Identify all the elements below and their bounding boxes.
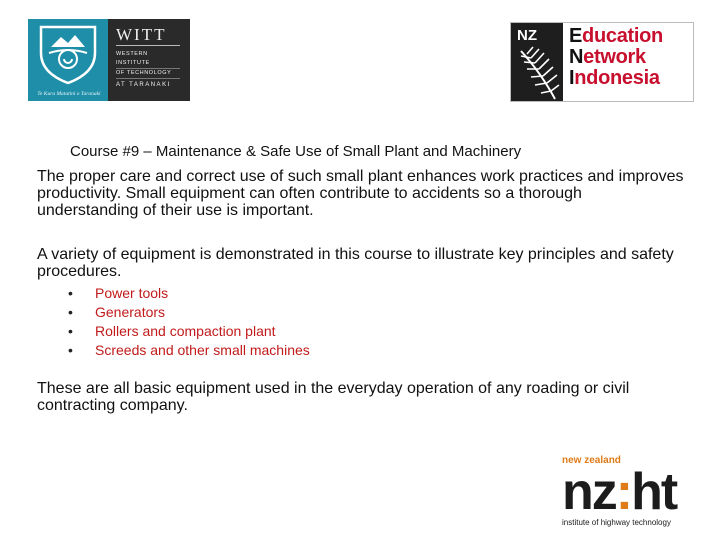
nz-line-education: Education (569, 25, 663, 47)
nziht-colon-icon: : (615, 463, 632, 521)
closing-paragraph: These are all basic equipment used in the everyday operation of any roading or civil contracting company. (37, 380, 630, 414)
bullet-icon: • (68, 285, 73, 301)
witt-subtitle-line: AT TARANAKI (116, 82, 171, 88)
bullet-icon: • (68, 342, 73, 358)
nziht-country: new zealand (562, 455, 621, 466)
nziht-fullname: institute of highway technology (562, 518, 671, 527)
nz-line-indonesia: Indonesia (569, 67, 660, 89)
witt-tagline: Te Kura Matatini o Taranaki (37, 91, 101, 97)
equipment-list (68, 284, 310, 360)
nz-logo-wordmark (563, 23, 663, 101)
witt-subtitle-line: WESTERN INSTITUTE (116, 50, 180, 69)
bullet-icon: • (68, 304, 73, 320)
nz-line-network: Network (569, 46, 646, 68)
nz-badge: NZ (517, 27, 537, 44)
list-item: • Screeds and other small machines (68, 342, 310, 358)
nz-education-network-logo (510, 22, 694, 102)
witt-name: WITT (116, 25, 180, 46)
witt-text-panel (108, 19, 190, 101)
intro-paragraph: The proper care and correct use of such small plant enhances work practices and improves productivity. Small equipment can often contribute to accidents so a thorough understanding of their use is important. (37, 168, 684, 219)
course-title: Course #9 – Maintenance & Safe Use of Small Plant and Machinery (70, 143, 522, 160)
nziht-logo (562, 455, 690, 535)
witt-subtitle-line: OF TECHNOLOGY (116, 69, 180, 79)
equipment-paragraph: A variety of equipment is demonstrated in this course to illustrate key principles and safety procedures. (37, 246, 674, 280)
nziht-wordmark: nz:ht (562, 463, 677, 521)
witt-logo (28, 19, 190, 101)
witt-shield-icon (35, 23, 101, 85)
witt-shield (28, 19, 108, 101)
list-item: • Power tools (68, 285, 169, 301)
bullet-icon: • (68, 323, 73, 339)
nz-fern-panel (511, 23, 563, 101)
list-item: • Generators (68, 304, 166, 320)
witt-subtitle (116, 50, 190, 90)
list-item: • Rollers and compaction plant (68, 323, 276, 339)
